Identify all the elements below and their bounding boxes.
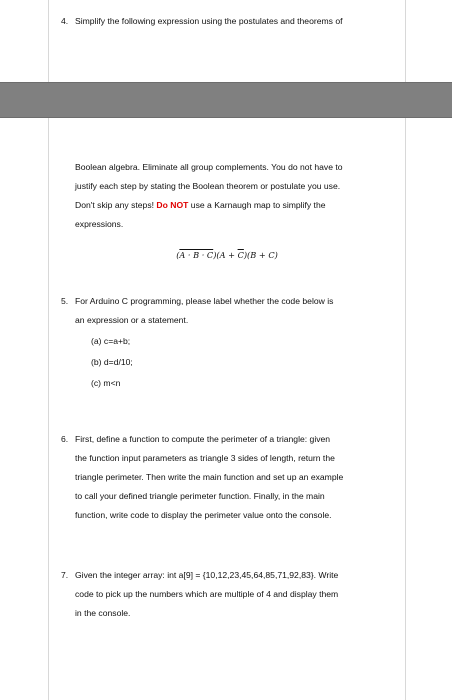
list-item — [75, 374, 391, 393]
formula-overbar: $\overline{C}$ — [237, 250, 244, 260]
boolean-formula: $(A \cdot B \cdot C)(A + \overline{C})(B + C)$ — [176, 250, 278, 260]
text-span: Don't skip any steps! — [75, 200, 155, 210]
formula-overbar: A · B · C — [179, 250, 214, 260]
text-line: justify each step by stating the Boolean theorem or postulate you use. — [75, 181, 341, 191]
text-line: an expression or a statement. — [75, 315, 189, 325]
question-4-heading — [61, 12, 391, 31]
text-line: expressions. — [75, 219, 124, 229]
question-7 — [61, 566, 391, 623]
text-line — [75, 196, 391, 215]
text-line: Boolean algebra. Eliminate all group complements. You do not have to — [75, 162, 343, 172]
question-number: 6. — [61, 434, 69, 444]
question-5 — [61, 292, 391, 393]
text-line: function, write code to display the perimeter value onto the console. — [75, 510, 332, 520]
list-item — [75, 332, 391, 351]
text-line: to call your defined triangle perimeter function. Finally, in the main — [75, 491, 325, 501]
item-label: (a) — [91, 336, 102, 346]
page-break-edge — [0, 82, 452, 83]
question-number: 5. — [61, 296, 69, 306]
emphasis-red: Do NOT — [156, 200, 189, 210]
item-code: m<n — [103, 378, 121, 388]
text-line: in the console. — [75, 608, 131, 618]
text-line: triangle perimeter. Then write the main function and set up an example — [75, 472, 344, 482]
item-label: (c) — [91, 378, 102, 388]
text-span: use a Karnaugh map to simplify the — [190, 200, 326, 210]
text-line: the function input parameters as triangle 3 sides of length, return the — [75, 453, 335, 463]
page-break — [0, 82, 452, 118]
question-number: 7. — [61, 570, 69, 580]
item-label: (b) — [91, 357, 102, 367]
question-text: First, define a function to compute the perimeter of a triangle: given — [75, 434, 331, 444]
question-number: 4. — [61, 16, 69, 26]
list-item — [75, 353, 391, 372]
question-4-body — [61, 158, 391, 234]
question-6 — [61, 430, 391, 525]
page-2-top — [48, 118, 406, 700]
question-text: For Arduino C programming, please label whether the code below is — [75, 296, 334, 306]
formula-part: )(B + C) — [243, 250, 278, 260]
formula-part: (A + — [216, 250, 238, 260]
item-code: d=d/10; — [103, 357, 133, 367]
question-text: Simplify the following expression using the postulates and theorems of — [75, 16, 343, 26]
page-1-bottom — [48, 0, 406, 82]
question-text: Given the integer array: int a[9] = {10,12,23,45,64,85,71,92,83}. Write — [75, 570, 339, 580]
item-code: c=a+b; — [103, 336, 131, 346]
text-line: code to pick up the numbers which are multiple of 4 and display them — [75, 589, 339, 599]
